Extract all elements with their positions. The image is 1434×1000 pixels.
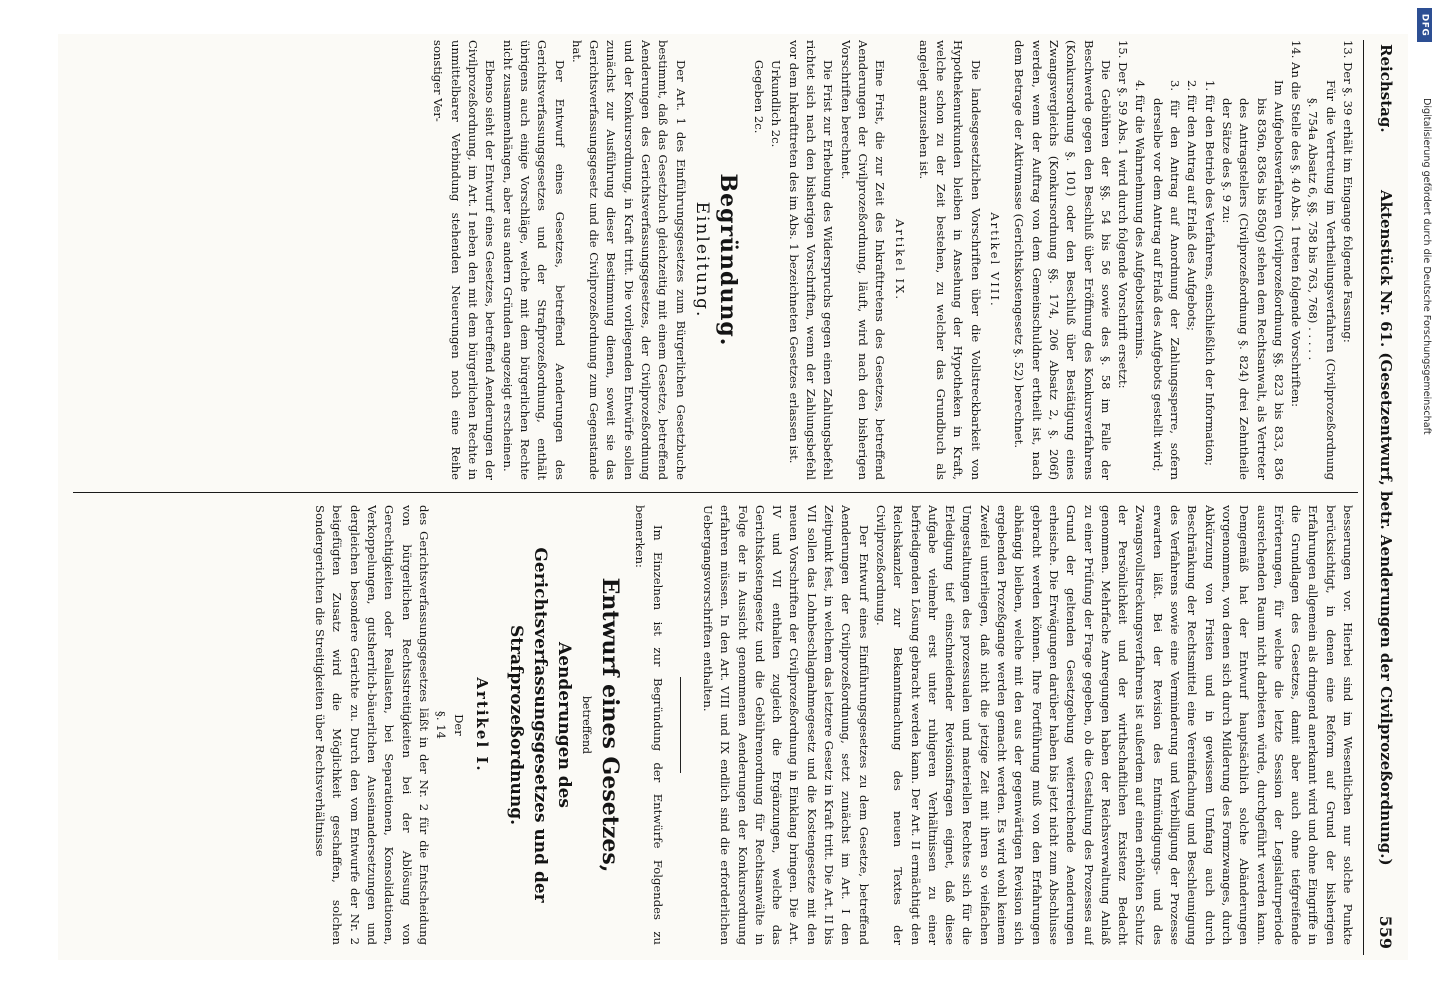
article-8-text: Die landesgesetzlichen Vorschriften über die Vollstreckbarkeit von Hypothekenurkunden bleiben in Ansehung der Hypotheken in Kraft, welche schon zu der Zeit bestehen, zu welcher das Grundbuch als angelegt anzusehen ist.: [916, 40, 983, 480]
item-13-text: Für die Vertretung im Vertheilungsverfahren (Civilprozeßordnung §. 754a Absatz 6, §§. 758 bis 763, 768) . . . . .: [1306, 80, 1338, 480]
paragraph-14-label: §. 14: [434, 711, 449, 739]
header-title: Aktenstück Nr. 61. (Gesetzentwurf, betr. Aenderungen der Civilprozeßordnung.): [1377, 190, 1395, 866]
dfg-logo: DFG: [1417, 8, 1432, 42]
draft-subject: Aenderungen des Gerichtsverfassungsgesetzes und der Strafprozeßordnung.: [505, 547, 574, 903]
right-paragraph-3: Im Einzelnen ist zur Begründung der Entwürfe Folgendes zu bemerken:: [633, 505, 665, 945]
introduction-paragraph-2: Der Entwurf eines Gesetzes, betreffend Aenderungen des Gerichtsverfassungsgesetzes und der Strafprozeßordnung, enthält übrigens auch einige Vorschläge, welche mit dem bürgerlichen Rechte nicht zusammenhängen, aber aus andern Gründen angezeigt erscheinen.: [500, 40, 567, 480]
draft-betreffend: betreffend: [580, 695, 594, 755]
item-14-point-2: 2. für den Antrag auf Erlaß des Aufgebots;: [1185, 80, 1200, 331]
column-divider: [73, 492, 1358, 493]
header-rule: [1363, 40, 1364, 955]
section-heading-begruendung: Begründung.: [714, 173, 741, 347]
introduction-paragraph-1: Der Art. 1 des Einführungsgesetzes zum Bürgerlichen Gesetzbuche bestimmt, daß das Gesetzbuch gleichzeitig mit einem Gesetze, betreffend Aenderungen des Gerichtsverfassungsgesetzes, der Civilprozeßordnung und der Konkursordnung, in Kraft tritt. Die vorliegenden Entwürfe sollen zunächst zur Ausführung dieser Bestimmung dienen, soweit sie das Gerichtsverfassungsgesetz und die Civilprozeßordnung zum Gegenstande hat.: [569, 40, 688, 480]
item-14-intro: 14. An die Stelle des §. 40 Abs. 1 treten folgende Vorschriften:: [1289, 40, 1304, 408]
right-column: [76, 505, 1356, 945]
closing-urkundlich: Urkundlich 2c.: [769, 60, 784, 148]
article-1-title: Artikel I.: [472, 677, 491, 773]
closing-gegeben: Gegeben 2c.: [752, 60, 767, 134]
item-14-text: Im Aufgebotsverfahren (Civilprozeßordnung §§. 823 bis 833, 836 bis 836n, 836s bis 850g) stehen dem Rechtsanwalt, als Vertreter des Antragstellers (Civilprozeßordnung §. 824) drei Zehntheile der Sätze des §. 9 zu:: [1219, 80, 1286, 480]
article-9-paragraph-1: Eine Frist, die zur Zeit des Inkrafttretens des Gesetzes, betreffend Aenderungen der Civilprozeßordnung, läuft, wird nach den bisherigen Vorschriften berechnet.: [838, 40, 888, 480]
draft-title: Entwurf eines Gesetzes,: [597, 577, 624, 873]
right-paragraph-1: besserungen vor. Hierbei sind im Wesentlichen nur solche Punkte berücksichtigt, in denen eine Reform auf Grund der bisherigen Erfahrungen allgemein als dringend anerkannt wird und ohne Eingriffe in die Grundlagen des Gesetzes, damit aber auch ohne tiefgreifende Erörterungen, für welche die letzte Session der Legislaturperiode ausreichenden Raum nicht darbieten würde, durchgeführt werden kann. Demgemäß hat der Entwurf hauptsächlich solche Abänderungen vorgenommen, von denen sich durch Milderung des Formzwanges, durch Abkürzung von Fristen und in gewissem Umfang auch durch Beschränkung der Rechtsmittel eine Vereinfachung und Beschleunigung des Verfahrens sowie eine Verminderung und Verbilligung der Prozesse erwarten läßt. Bei der Revision des Entmündigungs- und des Zwangsvollstreckungsverfahrens ist außerdem auf einen erhöhten Schutz der Persönlichkeit und der wirthschaftlichen Existenz Bedacht genommen. Mehrfache Anregungen haben der Reichsverwaltung Anlaß zu einer Prüfung der Frage gegeben, ob die Gestaltung des Prozesses auf Grund der geltenden Gesetzgebung weiterreichende Aenderungen erheische. Die Erwägungen darüber haben bis jetzt nicht zum Abschlusse gebracht werden können. Ihre Fortführung muß von den Erfahrungen abhängig bleiben, welche mit den aus der gegenwärtigen Revision sich ergebenden Prozeßgange werden gemacht werden. Es wird wohl keinem Zweifel unterliegen, daß nicht die jetzige Zeit mit ihren so vielfachen Umgestaltungen des prozessualen und materiellen Rechtes sich für die Erledigung tief einschneidender Revisionsfragen eignet, daß diese Aufgabe vielmehr erst unter ruhigeren Verhältnissen zu einer befriedigenden Lösung gebracht werden kann. Der Art. II ermächtigt den Reichskanzler zur Bekanntmachung des neuen Textes der Civilprozeßordnung.: [873, 505, 1355, 945]
section-divider: [680, 677, 681, 773]
header-reichstag: Reichstag.: [1377, 44, 1395, 133]
item-14-point-3: 3. für den Antrag auf Anordnung der Zahlungssperre, sofern derselbe vor dem Antrag auf Erlaß des Aufgebots gestellt wird;: [1150, 80, 1183, 480]
right-paragraph-2: Der Entwurf eines Einführungsgesetzes zu dem Gesetze, betreffend Aenderungen der Civilprozeßordnung, setzt zunächst im Art. I den Zeitpunkt fest, in welchem das letztere Gesetz in Kraft tritt. Die Art. II bis VII sollen das Lohnbeschlagnahmegesetz und die Kostengesetze mit den neuen Vorschriften der Civilprozeßordnung in Einklang bringen. Die Art. IV und VII enthalten zugleich die Ergänzungen, welche das Gerichtskostengesetz und die Gebührenordnung für Rechtsanwälte in Folge der in Aussicht genommenen Aenderungen der Konkursordnung erfahren müssen. In den Art. VIII und IX endlich sind die erforderlichen Uebergangsvorschriften enthalten.: [701, 505, 871, 945]
der-label: Der: [451, 714, 466, 736]
item-13-intro: 13. Der §. 39 erhält im Eingange folgende Fassung:: [1341, 40, 1355, 343]
article-9-paragraph-2: Die Frist zur Erhebung des Widerspruchs gegen einen Zahlungsbefehl richtet sich nach den bisherigen Vorschriften, wenn der Zahlungsbefehl vor dem Inkrafttreten des im Abs. 1 bezeichneten Gesetzes erlassen ist.: [786, 40, 836, 480]
running-header: [1368, 40, 1394, 955]
item-15-text: Die Gebühren der §§. 54 bis 56 sowie des §. 58 im Falle der Beschwerde gegen den Beschluß über Eröffnung des Konkursverfahrens (Konkursordnung §. 101) oder den Beschluß über Bestätigung eines Zwangsvergleichs (Konkursordnung §§. 174, 206 Absatz 2, §. 206f) werden, wenn der Auftrag von dem Gemeinschuldner ertheilt ist, nach dem Betrage der Aktivmasse (Gerichtskostengesetz §. 52) berechnet.: [1012, 40, 1113, 480]
page-number: 559: [1376, 915, 1395, 949]
digitization-margin: [1412, 8, 1434, 998]
left-column: [76, 40, 1356, 480]
rotated-document-page: [70, 40, 1400, 955]
item-15-intro: 15. Der §. 59 Abs. 1 wird durch folgende Vorschrift ersetzt:: [1116, 40, 1131, 389]
article-9-title: Artikel IX.: [892, 218, 907, 302]
digitization-note: Digitalisierung gefördert durch die Deutsche Forschungsgemeinschaft: [1421, 98, 1432, 435]
article-8-title: Artikel VIII.: [988, 212, 1003, 308]
item-14-point-4: 4. für die Wahrnehmung des Aufgebotstermins.: [1133, 80, 1148, 360]
right-paragraph-4: des Gerichtsverfassungsgesetzes läßt in der Nr. 2 für die Entscheidung von bürgerlichen Rechtsstreitigkeiten bei der Ablösung von Gerechtigkeiten oder Reallasten, bei Separationen, Konsolidationen, Verkoppelungen, gutsherrlich-bäuerlichen Auseinandersetzungen und dergleichen besondere Gerichte zu. Durch den vom Entwurfe der Nr. 2 beigefügten Zusatz wird die Möglichkeit geschaffen, solchen Sondergerichten die Streitigkeiten über Rechtsverhältnisse: [313, 505, 431, 945]
introduction-paragraph-3: Ebenso sieht der Entwurf eines Gesetzes, betreffend Aenderungen der Civilprozeßordnung, im Art. I neben den mit dem bürgerlichen Rechte in unmittelbarer Verbindung stehenden Neuerungen noch eine Reihe sonstiger Ver-: [431, 40, 498, 480]
section-heading-einleitung: Einleitung.: [691, 201, 712, 319]
item-14-point-1: 1. für den Betrieb des Verfahrens, einschließlich der Information;: [1202, 80, 1217, 466]
